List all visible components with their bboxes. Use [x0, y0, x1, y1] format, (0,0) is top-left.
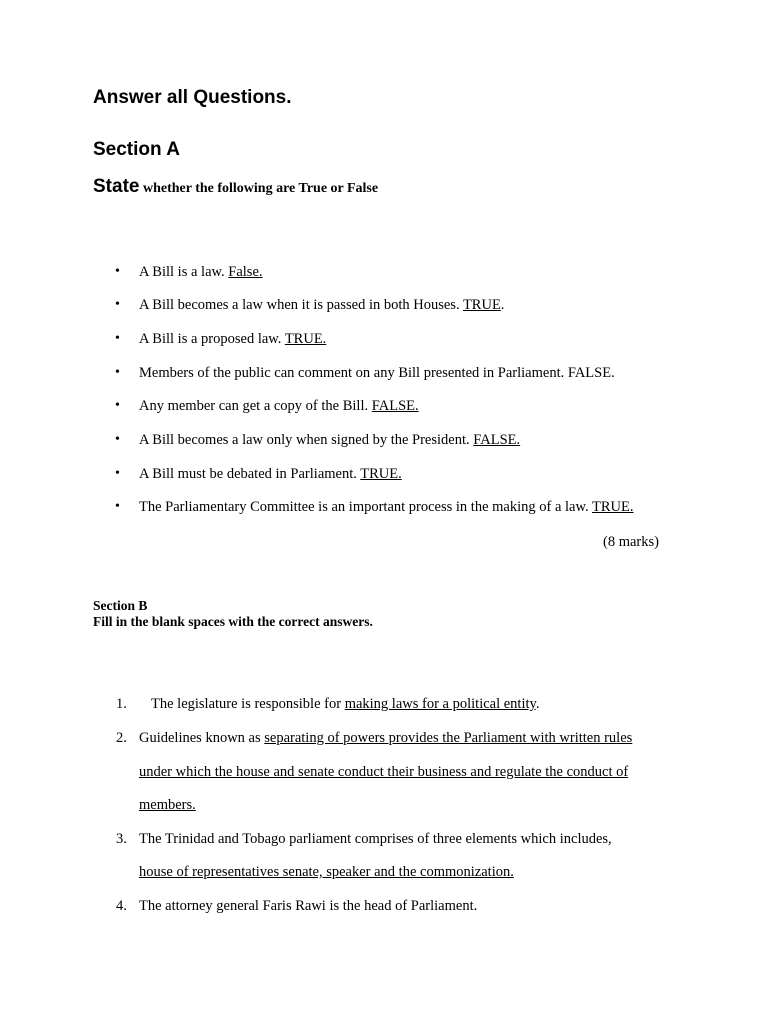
statement-text: A Bill must be debated in Parliament. [139, 466, 361, 482]
question-3-line-1: The Trinidad and Tobago parliament comprises of three elements which includes, [139, 831, 612, 847]
question-suffix: . [535, 696, 540, 712]
answer-text: FALSE. [371, 398, 419, 414]
section-a-instruction [93, 176, 378, 198]
statement-text: A Bill becomes a law when it is passed in both Houses. [139, 297, 463, 313]
question-number: 2. [116, 730, 127, 746]
question-answer: separating of powers provides the Parliament with written rules [264, 730, 633, 746]
question-prefix: Guidelines known as [139, 730, 265, 746]
question-1-text [151, 696, 539, 713]
question-answer: making laws for a political entity [344, 696, 536, 712]
question-answer: under which the house and senate conduct their business and regulate the conduct of [139, 764, 629, 780]
statement-text: Any member can get a copy of the Bill. [139, 398, 372, 414]
page-title: Answer all Questions. [93, 87, 292, 108]
bullet-icon: • [115, 297, 120, 312]
question-number: 4. [116, 898, 127, 914]
question-2-line-1 [139, 730, 632, 747]
question-answer: house of representatives senate, speaker and the commonization. [139, 864, 514, 880]
bullet-icon: • [115, 365, 120, 380]
statement-text: Members of the public can comment on any Bill presented in Parliament. FALSE. [139, 365, 615, 381]
bullet-icon: • [115, 466, 120, 481]
question-answer: members. [139, 797, 196, 813]
section-b-heading: Section B [93, 598, 148, 613]
question-number: 3. [116, 831, 127, 847]
instruction-lead: State [93, 176, 140, 197]
section-b-instruction: Fill in the blank spaces with the correct answers. [93, 614, 373, 629]
question-number: 1. [116, 696, 127, 712]
instruction-rest: whether the following are True or False [139, 181, 379, 196]
bullet-icon: • [115, 499, 120, 514]
answer-text: TRUE. [592, 499, 634, 515]
question-2-line-2 [139, 764, 628, 781]
answer-text: FALSE. [473, 432, 521, 448]
bullet-icon: • [115, 432, 120, 447]
question-4-text: The attorney general Faris Rawi is the head of Parliament. [139, 898, 478, 914]
bullet-icon: • [115, 331, 120, 346]
bullet-icon: • [115, 398, 120, 413]
answer-text: TRUE [462, 297, 501, 313]
answer-text: TRUE. [284, 331, 327, 347]
question-3-line-2 [139, 864, 514, 881]
answer-text: TRUE. [360, 466, 402, 482]
section-a-heading: Section A [93, 139, 180, 160]
statement-text: A Bill becomes a law only when signed by the President. [139, 432, 474, 448]
answer-text: False. [228, 264, 263, 280]
statement-text: A Bill is a proposed law. [139, 331, 285, 347]
bullet-icon: • [115, 264, 120, 279]
question-prefix: The legislature is responsible for [151, 696, 345, 712]
statement-text: A Bill is a law. [139, 264, 229, 280]
question-2-line-3 [139, 797, 196, 814]
marks-label: (8 marks) [603, 534, 659, 550]
statement-trail: . [500, 297, 505, 313]
statement-text: The Parliamentary Committee is an important process in the making of a law. [139, 499, 593, 515]
